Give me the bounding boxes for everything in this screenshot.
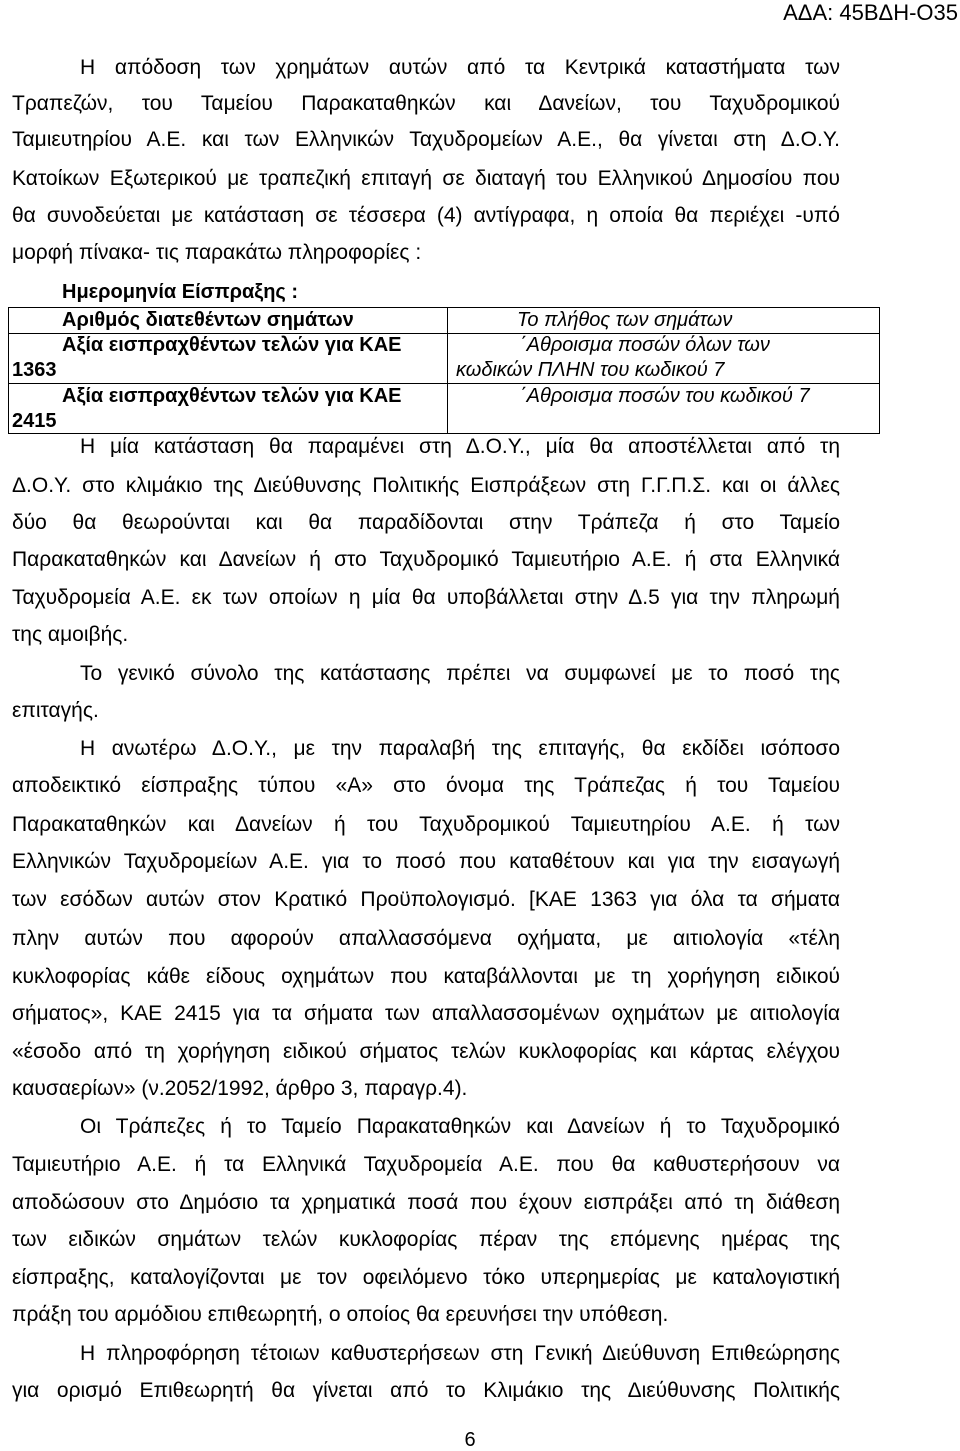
page-number: 6 <box>464 1429 476 1451</box>
table-column-divider <box>447 307 448 434</box>
paragraph-4-line-3: Παρακαταθηκών και Δανείων ή του Ταχυδρομικού Ταμιευτηρίου Α.Ε. ή των <box>12 813 840 836</box>
paragraph-1-line-3: Ταμιευτηρίου Α.Ε. και των Ελληνικών Ταχυδρομείων Α.Ε., θα γίνεται στη Δ.Ο.Υ. <box>12 128 840 151</box>
paragraph-1-line-6: μορφή πίνακα- τις παρακάτω πληροφορίες : <box>12 241 422 264</box>
paragraph-5-line-4: των ειδικών σημάτων τελών κυκλοφορίας πέραν της επόμενης ημέρας της <box>12 1228 840 1251</box>
paragraph-4-line-7: κυκλοφορίας κάθε είδους οχημάτων που καταβάλλονται με τη χορήγηση ειδικού <box>12 965 840 988</box>
paragraph-4-line-2: αποδεικτικό είσπραξης τύπου «Α» στο όνομα της Τράπεζας ή του Ταμείου <box>12 774 840 797</box>
paragraph-4-line-10: καυσαερίων» (ν.2052/1992, άρθρο 3, παραγρ.4). <box>12 1077 468 1100</box>
paragraph-4-line-8: σήματος», ΚΑΕ 2415 για τα σήματα των απαλλασσομένων οχημάτων με αιτιολογία <box>12 1002 840 1025</box>
paragraph-2-line-2: Δ.Ο.Υ. στο κλιμάκιο της Διεύθυνσης Πολιτικής Εισπράξεων στη Γ.Γ.Π.Σ. και οι άλλες <box>12 474 840 497</box>
paragraph-1-line-4: Κατοίκων Εξωτερικού με τραπεζική επιταγή σε διαταγή του Ελληνικού Δημοσίου που <box>12 167 840 190</box>
paragraph-6-line-2: για ορισμό Επιθεωρητή θα γίνεται από το Κλιμάκιο της Διεύθυνσης Πολιτικής <box>12 1379 840 1402</box>
table-cell-fees-1363-code: 1363 <box>12 359 57 381</box>
paragraph-5-line-5: είσπραξης, καταλογίζονται με τον οφειλόμενο τόκο υπερημερίας με καταλογιστική <box>12 1266 840 1289</box>
paragraph-5-line-6: πράξη του αρμόδιου επιθεωρητή, ο οποίος θα ερευνήσει την υπόθεση. <box>12 1303 669 1326</box>
paragraph-1-line-2: Τραπεζών, του Ταμείου Παρακαταθηκών και Δανείων, του Ταχυδρομικού <box>12 92 840 115</box>
paragraph-3-line-2: επιταγής. <box>12 699 99 722</box>
paragraph-3-line-1: Το γενικό σύνολο της κατάστασης πρέπει να συμφωνεί με το ποσό της <box>80 662 840 685</box>
table-cell-fees-2415-desc: ΄Αθροισμα ποσών του κωδικού 7 <box>520 385 810 407</box>
paragraph-4-line-1: Η ανωτέρω Δ.Ο.Υ., με την παραλαβή της επιταγής, θα εκδίδει ισόποσο <box>80 737 840 760</box>
collection-date-label: Ημερομηνία Είσπραξης : <box>62 281 299 303</box>
paragraph-4-line-4: Ελληνικών Ταχυδρομείων Α.Ε. για το ποσό που καταθέτουν και για την εισαγωγή <box>12 850 840 873</box>
table-cell-fees-2415-code: 2415 <box>12 410 57 432</box>
paragraph-5-line-1: Οι Τράπεζες ή το Ταμείο Παρακαταθηκών και Δανείων ή το Ταχυδρομικό <box>80 1115 840 1138</box>
paragraph-2-line-3: δύο θα θεωρούνται και θα παραδίδονται στην Τράπεζα ή στο Ταμείο <box>12 511 840 534</box>
table-cell-fees-1363-desc-cont: κωδικών ΠΛΗΝ του κωδικού 7 <box>456 359 725 381</box>
paragraph-1-line-5: θα συνοδεύεται με κατάσταση σε τέσσερα (4) αντίγραφα, η οποία θα περιέχει -υπό <box>12 204 840 227</box>
paragraph-2-line-5: Ταχυδρομεία Α.Ε. εκ των οποίων η μία θα υποβάλλεται στην Δ.5 για την πληρωμή <box>12 586 840 609</box>
paragraph-1-line-1: Η απόδοση των χρημάτων αυτών από τα Κεντρικά καταστήματα των <box>80 56 840 79</box>
paragraph-4-line-9: «έσοδο από τη χορήγηση ειδικού σήματος τελών κυκλοφορίας και κάρτας ελέγχου <box>12 1040 840 1063</box>
paragraph-2-line-4: Παρακαταθηκών και Δανείων ή στο Ταχυδρομικό Ταμιευτήριο Α.Ε. ή στα Ελληνικά <box>12 548 840 571</box>
paragraph-5-line-3: αποδώσουν στο Δημόσιο τα χρηματικά ποσά που έχουν εισπράξει από τη διάθεση <box>12 1191 840 1214</box>
table-cell-fees-2415: Αξία εισπραχθέντων τελών για ΚΑΕ <box>62 385 402 407</box>
paragraph-2-line-6: της αμοιβής. <box>12 623 129 646</box>
paragraph-2-line-1: Η μία κατάσταση θα παραμένει στη Δ.Ο.Υ., μία θα αποστέλλεται από τη <box>80 435 840 458</box>
paragraph-4-line-6: πλην αυτών που αφορούν απαλλασσόμενα οχήματα, με αιτιολογία «τέλη <box>12 927 840 950</box>
table-cell-issued-labels: Αριθμός διατεθέντων σημάτων <box>62 309 354 331</box>
table-cell-issued-labels-desc: Το πλήθος των σημάτων <box>517 309 733 331</box>
table-cell-fees-1363: Αξία εισπραχθέντων τελών για ΚΑΕ <box>62 334 402 356</box>
ada-code: ΑΔΑ: 45ΒΔΗ-Ο35 <box>783 0 958 25</box>
paragraph-6-line-1: Η πληροφόρηση τέτοιων καθυστερήσεων στη Γενική Διεύθυνση Επιθεώρησης <box>80 1342 840 1365</box>
table-cell-fees-1363-desc: ΄Αθροισμα ποσών όλων των <box>520 334 770 356</box>
paragraph-5-line-2: Ταμιευτήριο Α.Ε. ή τα Ελληνικά Ταχυδρομεία Α.Ε. που θα καθυστερήσουν να <box>12 1153 840 1176</box>
paragraph-4-line-5: των εσόδων αυτών στον Κρατικό Προϋπολογισμό. [ΚΑΕ 1363 για όλα τα σήματα <box>12 888 840 911</box>
